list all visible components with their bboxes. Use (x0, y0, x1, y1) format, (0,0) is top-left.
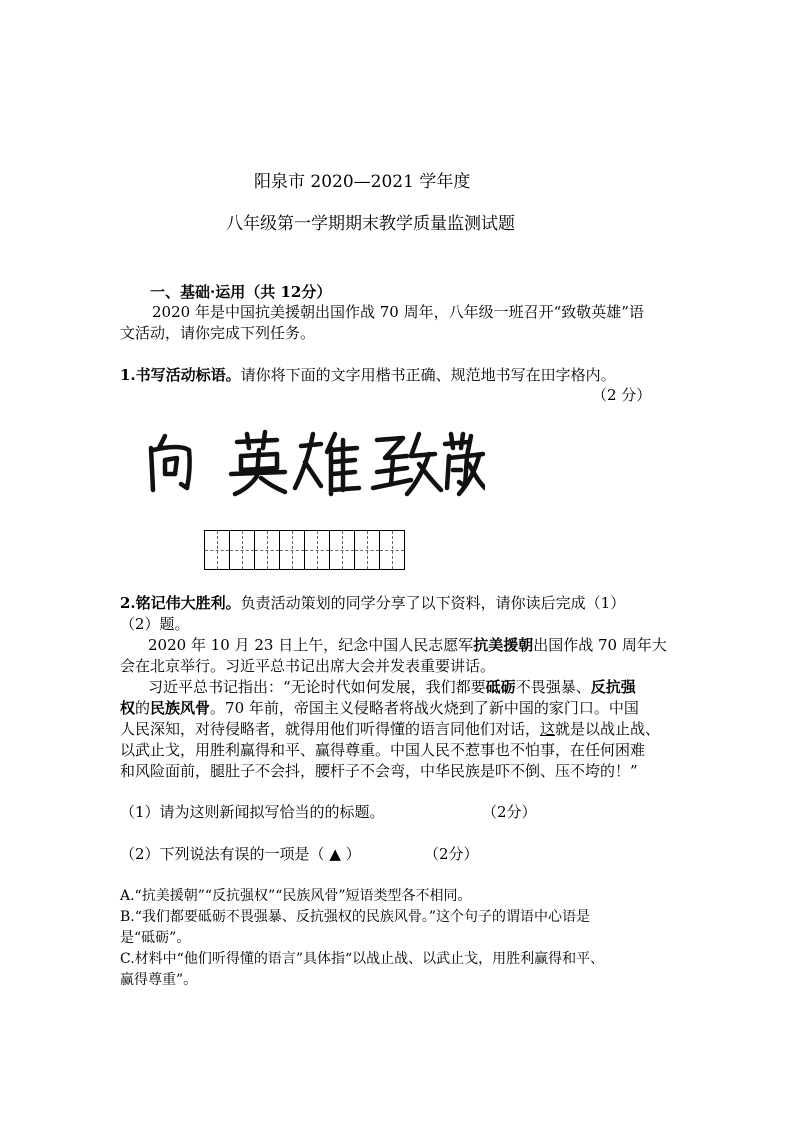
option-a: A.“抗美援朝”“反抗强权”“民族风骨”短语类型各不相同。 (120, 888, 472, 904)
question-2-label: 2.铭记伟大胜利。 (120, 594, 241, 612)
section-heading: 一、基础·运用（共 12分） (150, 283, 332, 301)
grid-cell[interactable] (280, 531, 305, 569)
sub-question-1-score: （2分） (482, 803, 537, 821)
material-paragraph-2: 习近平总书记指出：“无论时代如何发展，我们都要砥砺不畏强暴、反抗强 (148, 678, 636, 696)
grid-cell[interactable] (380, 531, 404, 569)
grid-cell[interactable] (355, 531, 380, 569)
sub-question-2: （2）下列说法有误的一项是（ ▲ ） (120, 845, 361, 863)
material-paragraph-2-line3: 人民深知，对待侵略者，就得用他们听得懂的语言同他们对话，这就是以战止战、 (120, 720, 661, 738)
section-intro-line1: 2020 年是中国抗美援朝出国作战 70 周年，八年级一班召开“致敬英雄”语 (152, 303, 644, 321)
option-b-line1: B.“我们都要砥砺不畏强暴、反抗强权的民族风骨。”这个句子的谓语中心语是 (120, 909, 591, 925)
material-paragraph-2-line5: 和风险面前，腿肚子不会抖，腰杆子不会弯，中华民族是吓不倒、压不垮的！” (120, 762, 638, 780)
grid-cell[interactable] (255, 531, 280, 569)
material-paragraph-1-line2: 会在北京举行。习近平总书记出席大会并发表重要讲话。 (120, 657, 496, 675)
question-1 (120, 366, 616, 385)
exam-title-line2: 八年级第一学期期末教学质量监测试题 (226, 214, 515, 234)
question-1-text: 请你将下面的文字用楷书正确、规范地书写在田字格内。 (240, 366, 616, 384)
question-1-label: 1.书写活动标语。 (120, 366, 241, 384)
exam-title-line1: 阳泉市 2020—2021 学年度 (254, 172, 471, 192)
grid-cell[interactable] (230, 531, 255, 569)
calligraphy-slogan-image (145, 428, 485, 500)
writing-grid[interactable] (204, 530, 405, 570)
material-paragraph-2-line4: 以武止戈，用胜利赢得和平、赢得尊重。中国人民不惹事也不怕事，在任何困难 (120, 741, 646, 759)
question-1-score: （2 分） (592, 386, 652, 404)
question-2-text: 负责活动策划的同学分享了以下资料，请你读后完成（1） (240, 594, 626, 612)
sub-question-1: （1）请为这则新闻拟写恰当的的标题。 (120, 803, 385, 821)
option-c-line2: 赢得尊重”。 (120, 972, 198, 988)
grid-cell[interactable] (205, 531, 230, 569)
sub-question-2-score: （2分） (424, 845, 479, 863)
option-b-line2: 是“砥砺”。 (120, 930, 191, 946)
question-2 (120, 594, 625, 613)
option-c-line1: C.材料中“他们听得懂的语言”具体指“以战止战、以武止戈，用胜利赢得和平、 (120, 951, 605, 967)
grid-cell[interactable] (305, 531, 330, 569)
material-paragraph-2-line2: 权的民族风骨。70 年前，帝国主义侵略者将战火烧到了新中国的家门口。中国 (120, 699, 639, 717)
material-paragraph-1: 2020 年 10 月 23 日上午，纪念中国人民志愿军抗美援朝出国作战 70 周年大 (148, 636, 667, 654)
grid-cell[interactable] (330, 531, 355, 569)
section-intro-line2: 文活动，请你完成下列任务。 (120, 324, 316, 342)
question-2-text-cont: （2）题。 (120, 615, 190, 633)
